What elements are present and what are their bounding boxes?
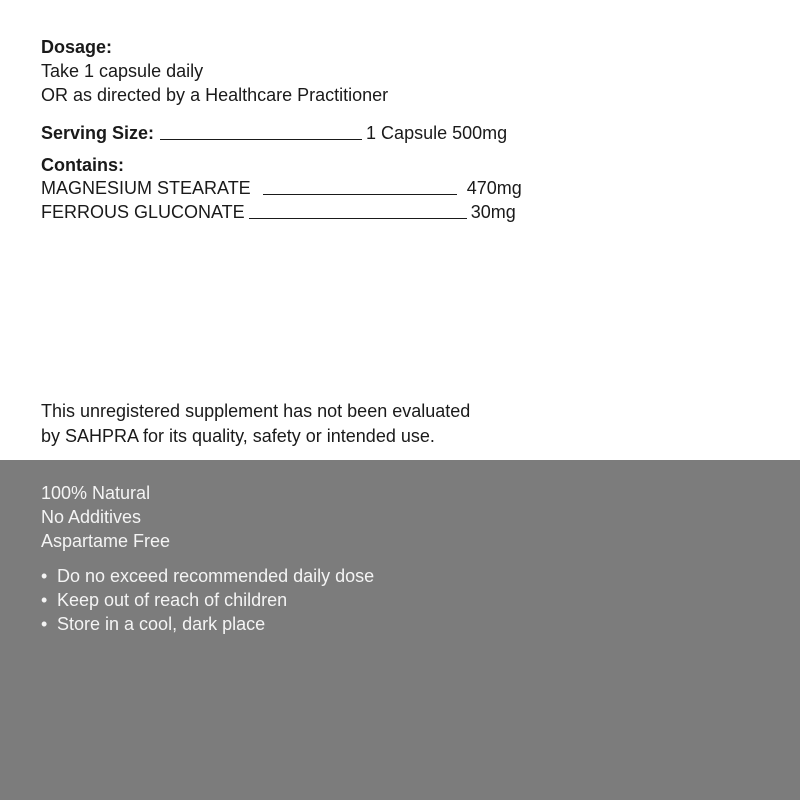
- warning-text: Store in a cool, dark place: [57, 614, 266, 634]
- ingredient-name: MAGNESIUM STEARATE: [41, 178, 251, 198]
- dosage-heading: Dosage:: [41, 37, 113, 57]
- bullet-icon: •: [41, 590, 48, 610]
- claim-item: No Additives: [41, 507, 142, 527]
- warning-text: Keep out of reach of children: [57, 590, 288, 610]
- ingredient-row: [41, 201, 516, 223]
- disclaimer-line-1: This unregistered supplement has not been evaluated: [41, 401, 471, 421]
- ingredient-name: FERROUS GLUCONATE: [41, 202, 245, 222]
- ingredient-leader: [263, 194, 457, 195]
- ingredient-amount: 470mg: [466, 178, 522, 198]
- warning-item: [41, 589, 287, 611]
- dosage-line-2: OR as directed by a Healthcare Practitioner: [41, 85, 389, 105]
- serving-size-leader: [160, 139, 362, 140]
- label-bottom-panel: [0, 460, 800, 800]
- disclaimer-line-2: by SAHPRA for its quality, safety or intended use.: [41, 426, 435, 446]
- warning-item: [41, 613, 265, 635]
- claim-item: 100% Natural: [41, 483, 151, 503]
- warning-text: Do no exceed recommended daily dose: [57, 566, 375, 586]
- ingredient-row: [41, 177, 522, 199]
- contains-heading: Contains:: [41, 155, 124, 175]
- ingredient-leader: [249, 218, 467, 219]
- serving-size-label: Serving Size:: [41, 123, 155, 143]
- claim-item: Aspartame Free: [41, 531, 171, 551]
- ingredient-amount: 30mg: [470, 202, 516, 222]
- bullet-icon: •: [41, 566, 48, 586]
- warning-item: [41, 565, 374, 587]
- serving-size-value: 1 Capsule 500mg: [366, 123, 508, 143]
- bullet-icon: •: [41, 614, 48, 634]
- serving-size-row: [41, 122, 507, 144]
- dosage-line-1: Take 1 capsule daily: [41, 61, 204, 81]
